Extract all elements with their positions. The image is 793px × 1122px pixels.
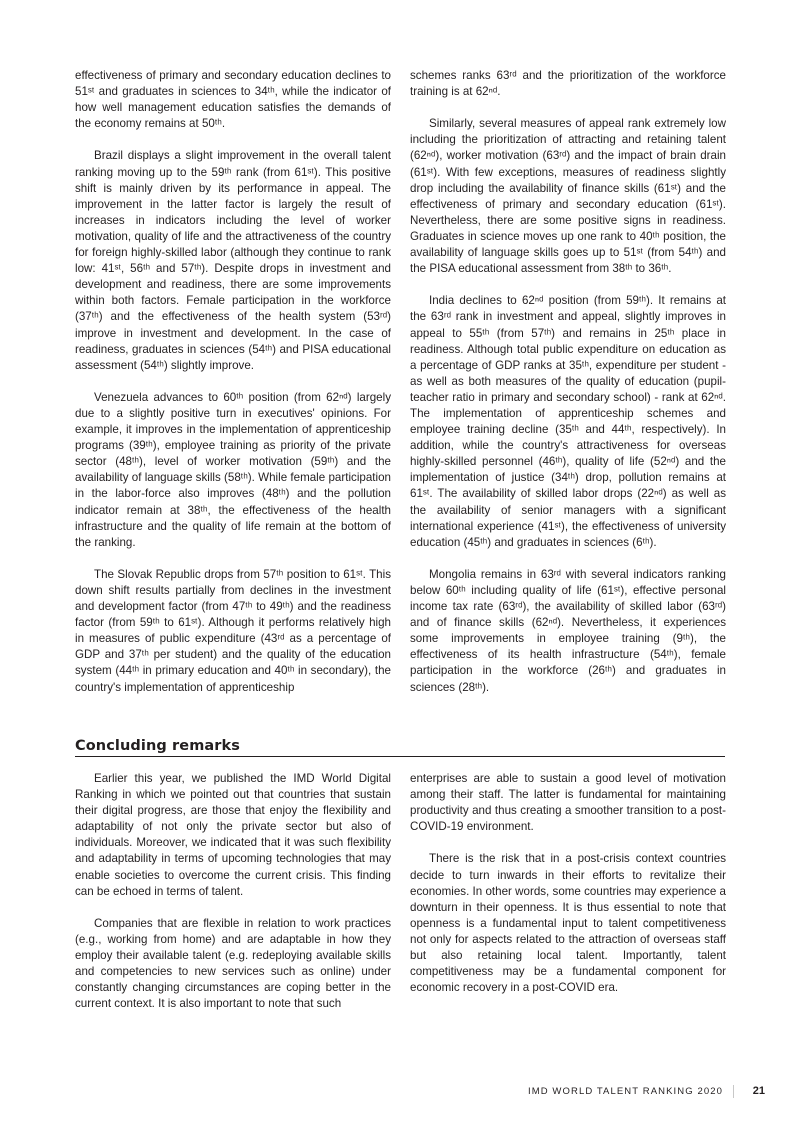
paragraph-appeal-measures: Similarly, several measures of appeal rank extremely low including the prioritization of attracting and retaining talent (62ⁿᵈ), worker motivation (63ʳᵈ) and the impact of brain drain (61ˢᵗ). With few exceptions, measures of readiness slightly drop including the availability of finance skills (61ˢᵗ) and the effectiveness of primary and secondary education (61ˢᵗ). Nevertheless, there are some positive signs in readiness. Graduates in science moves up one rank to 40ᵗʰ position, the availability of language skills goes up to 51ˢᵗ (from 54ᵗʰ) and the PISA educational assessment from 38ᵗʰ to 36ᵗʰ.: [410, 117, 726, 276]
paragraph-slovak-continuation: schemes ranks 63ʳᵈ and the prioritization of the workforce training is at 62ⁿᵈ.: [410, 69, 726, 99]
top-left-column: [75, 68, 391, 712]
footer-publication-title: IMD WORLD TALENT RANKING 2020: [527, 1086, 723, 1097]
paragraph-digital-ranking: Earlier this year, we published the IMD World Digital Ranking in which we pointed out that countries that sustain their digital progress, are those that enjoy the flexibility and adaptability of not only the private sector but also of individuals. Moreover, we indicated that it was such flexibility and adaptability in terms of upcoming technologies that may enable societies to overcome the current crisis. This finding can be echoed in terms of talent.: [75, 772, 391, 898]
paragraph-mongolia: Mongolia remains in 63ʳᵈ with several indicators ranking below 60ᵗʰ including quality of life (61ˢᵗ), effective personal income tax rate (63ʳᵈ), the availability of skilled labor (63ʳᵈ) and of finance skills (62ⁿᵈ). Nevertheless, it experiences some improvements in employee training (9ᵗʰ), the effectiveness of its health infrastructure (54ᵗʰ), female participation in the workforce (26ᵗʰ) and graduates in sciences (28ᵗʰ).: [410, 567, 726, 694]
paragraph-flexible-companies: Companies that are flexible in relation to work practices (e.g., working from home) and are adaptable in how they employ their available talent (e.g. redeploying available skills and competencies to new services such as online) under constantly changing circumstances are coping better in the current context. It is also important to note that such: [75, 916, 391, 1011]
top-right-column: [410, 68, 726, 712]
section-heading: [75, 737, 725, 757]
bottom-left-column: [75, 771, 391, 1029]
section-title: Concluding remarks: [75, 738, 241, 754]
paragraph-education-continuation: effectiveness of primary and secondary education declines to 51ˢᵗ and graduates in sciences to 34ᵗʰ, while the indicator of how well management education satisfies the demands of the economy remains at 50ᵗʰ.: [75, 69, 391, 131]
paragraph-openness: There is the risk that in a post-crisis context countries decide to turn inwards in their efforts to revitalize their economies. In other words, some countries may experience a downturn in their openness. It is thus essential to note that openness is a fundamental input to talent competitiveness not only for aspects related to the attraction of overseas staff but also retaining local talent. Importantly, talent competitiveness may be a fundamental component for economic recovery in a post-COVID era.: [410, 852, 726, 995]
paragraph-brazil: Brazil displays a slight improvement in the overall talent ranking moving up to the 59ᵗʰ rank (from 61ˢᵗ). This positive shift is mainly driven by its performance in appeal. The improvement in the latter factor is largely the result of increases in indicators including the level of worker motivation, quality of life and the attractiveness of the country for foreign highly-skilled labor (although they continue to rank low: 41ˢᵗ, 56ᵗʰ and 57ᵗʰ). Despite drops in investment and development and readiness, there are some improvements within both factors. Female participation in the workforce (37ᵗʰ) and the effectiveness of the health system (53ʳᵈ) improve in investment and development. In the case of readiness, graduates in sciences (54ᵗʰ) and PISA educational assessment (54ᵗʰ) slightly improve.: [75, 149, 391, 372]
paragraph-venezuela: Venezuela advances to 60ᵗʰ position (from 62ⁿᵈ) largely due to a slightly positive turn in executives' opinions. For example, it improves in the implementation of apprenticeship programs (39ᵗʰ), employee training as priority of the private sector (48ᵗʰ), level of worker motivation (59ᵗʰ) and the availability of language skills (58ᵗʰ). While female participation in the labor-force also improves (48ᵗʰ) and the pollution indicator remain at 38ᵗʰ, the effectiveness of the health infrastructure and the quality of life remain at the bottom of the ranking.: [75, 390, 391, 549]
paragraph-slovak-republic: The Slovak Republic drops from 57ᵗʰ position to 61ˢᵗ. This down shift results partially from declines in the investment and development factor (from 47ᵗʰ to 49ᵗʰ) and the readiness factor (from 59ᵗʰ to 61ˢᵗ). Although it performs relatively high in measures of public expenditure (43ʳᵈ as a percentage of GDP and 37ᵗʰ per student) and the quality of the education system (44ᵗʰ in primary education and 40ᵗʰ in secondary), the country's implementation of apprenticeship: [75, 567, 391, 694]
paragraph-india: India declines to 62ⁿᵈ position (from 59ᵗʰ). It remains at the 63ʳᵈ rank in investment and appeal, slightly improves in appeal to 55ᵗʰ (from 57ᵗʰ) and remains in 25ᵗʰ place in readiness. Although total public expenditure on education as a percentage of GDP ranks at 35ᵗʰ, expenditure per student - as well as both measures of the quality of education (pupil-teacher ratio in primary and secondary school) - rank at 62ⁿᵈ. The implementation of apprenticeship schemes and employee training decline (35ᵗʰ and 44ᵗʰ, respectively). In addition, while the country's attractiveness for overseas highly-skilled personnel (46ᵗʰ), quality of life (52ⁿᵈ) and the implementation of justice (34ᵗʰ) drop, pollution remains at 61ˢᵗ. The availability of skilled labor drops (22ⁿᵈ) as well as the availability of senior managers with a significant international experience (41ˢᵗ), the effectiveness of university education (45ᵗʰ) and graduates in sciences (6ᵗʰ).: [410, 294, 726, 549]
footer-divider: [733, 1085, 734, 1098]
bottom-right-column: [410, 771, 726, 1012]
page-number: 21: [752, 1085, 765, 1097]
paragraph-motivation: enterprises are able to sustain a good level of motivation among their staff. The latter is fundamental for maintaining productivity and thus creating a smoother transition to a post-COVID-19 environment.: [410, 772, 726, 834]
